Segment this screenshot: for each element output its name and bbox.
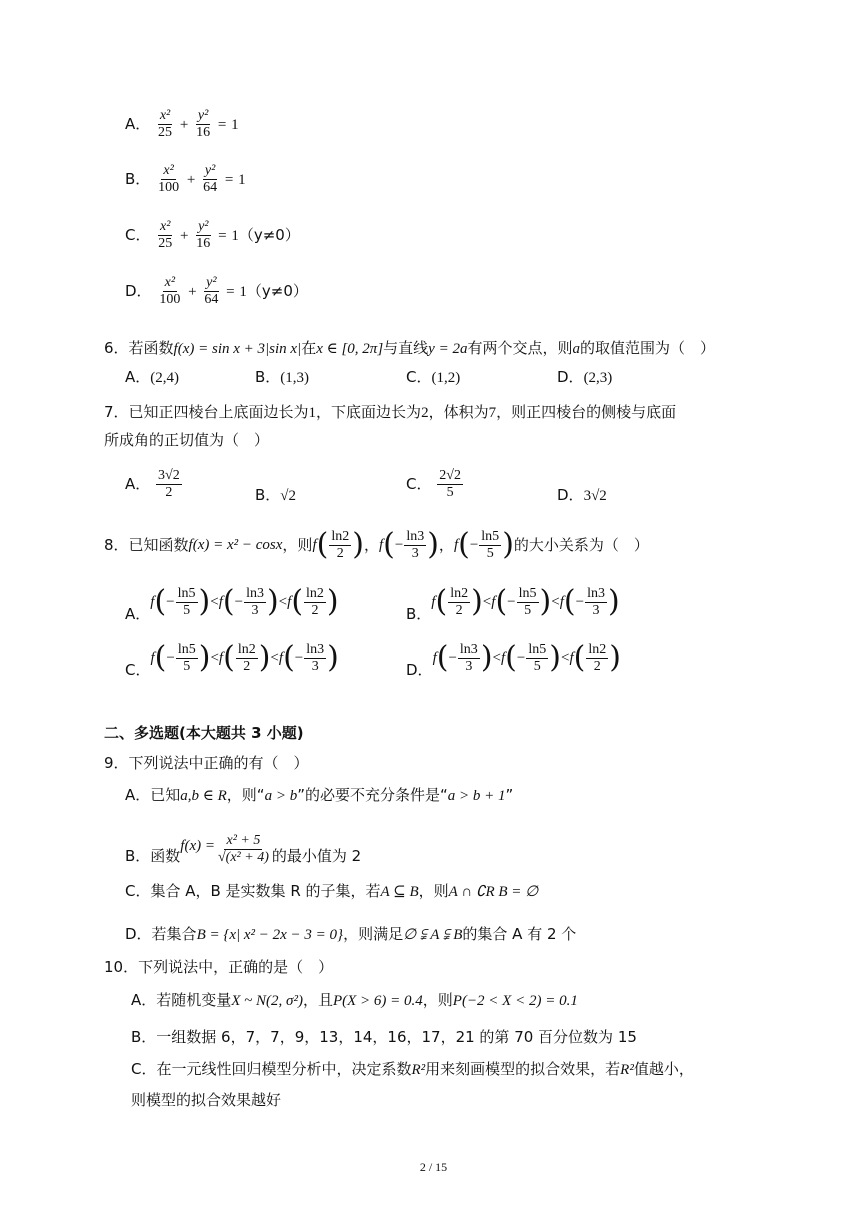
denominator: 5 — [183, 602, 191, 618]
q7-option-c: C． $\frac{2√2}{5}$ — [406, 468, 461, 500]
q7-option-d: D．3√2 — [557, 486, 607, 504]
sign: − — [294, 650, 304, 666]
section-heading: 二、多选题(本大题共 3 小题) — [104, 724, 304, 742]
paren: ) — [539, 584, 552, 619]
fraction — [176, 586, 198, 619]
fraction — [176, 642, 198, 675]
function-symbol: f — [491, 594, 496, 610]
numerator: ln2 — [237, 641, 256, 657]
paren: ) — [549, 640, 561, 675]
paren: ) — [266, 584, 279, 619]
function-symbol: f — [432, 650, 437, 666]
numerator: ln3 — [459, 641, 478, 657]
q6-option-b: B．(1,3) — [255, 368, 310, 386]
q10-option-c-line1: C．在一元线性回归模型分析中，决定系数R²用来刻画模型的拟合效果，若R²值越小， — [131, 1060, 694, 1078]
paren: ( — [283, 640, 295, 675]
function-symbol: f — [569, 650, 574, 666]
q8-option-d — [406, 636, 621, 680]
paren: ( — [563, 584, 576, 619]
denominator: 5 — [524, 602, 532, 618]
q7-option-a: A． $\frac{3√2}{2}$ — [125, 468, 180, 500]
paren: ( — [435, 584, 448, 619]
paren: ( — [154, 640, 167, 675]
less-than-sign: < — [560, 650, 570, 666]
q7-option-b: B．√2 — [255, 486, 297, 504]
less-than-sign: < — [482, 594, 492, 610]
paren: ) — [326, 584, 339, 619]
paren: ) — [198, 640, 211, 675]
option-label: B． — [406, 605, 432, 623]
numerator: ln3 — [246, 585, 264, 601]
option-label: D． — [406, 661, 433, 679]
q9-stem: 9．下列说法中正确的有（ ） — [104, 754, 309, 772]
fraction — [585, 586, 607, 619]
q10-option-a: A．若随机变量X ~ N(2, σ²)，且P(X > 6) = 0.4，则P(−2 < X < 2) = 0.1 — [131, 991, 578, 1009]
numerator: ln5 — [177, 641, 196, 657]
less-than-sign: < — [210, 650, 219, 666]
paren: ( — [222, 584, 235, 619]
q9-option-c: C．集合 A，B 是实数集 R 的子集，若A ⊆ B，则A ∩ ∁R B = ∅ — [125, 882, 539, 900]
denominator: 2 — [593, 658, 601, 674]
less-than-sign: < — [551, 594, 560, 610]
paren: ) — [609, 640, 621, 675]
denominator: 5 — [533, 658, 541, 674]
less-than-sign: < — [210, 594, 219, 610]
function-symbol: f — [278, 650, 284, 666]
q6-option-a: A．(2,4) — [125, 368, 180, 386]
q8-stem: 8．已知函数 f(x) = x² − cosx ，则 f ( $\frac{\ln 2}{2}$ ) ， f ( − $\frac{\ln 3}{3}$ ) ， f ( − $\frac{\ln 5}{5}$ ) 的大小关系为（ ） — [104, 527, 649, 562]
function-symbol: f — [150, 594, 155, 610]
paren: ( — [505, 640, 517, 675]
denominator: 2 — [455, 602, 463, 618]
denominator: 5 — [183, 658, 191, 674]
paren: ( — [573, 640, 586, 675]
paren: ) — [480, 640, 493, 675]
less-than-sign: < — [270, 650, 279, 666]
function-symbol: f — [431, 594, 436, 610]
fraction — [526, 642, 548, 675]
numerator: ln5 — [528, 641, 547, 657]
sign: − — [234, 594, 244, 610]
q7-stem-line2: 所成角的正切值为（ ） — [104, 431, 270, 449]
q7-stem-line1: 7．已知正四棱台上底面边长为1，下底面边长为2，体积为7，则正四棱台的侧棱与底面 — [104, 403, 677, 421]
fraction — [304, 642, 326, 675]
fraction — [458, 642, 480, 675]
denominator: 2 — [311, 602, 319, 618]
function-symbol: f — [559, 594, 564, 610]
fraction — [304, 586, 326, 619]
paren: ) — [607, 584, 620, 619]
q5-option-b: B． $\frac{\text{x²}}{100}$ + $\frac{\text{y²}}{64}$ = 1 — [125, 163, 246, 195]
denominator: 3 — [465, 658, 473, 674]
paren: ( — [223, 640, 235, 675]
fraction — [586, 642, 608, 675]
sign: − — [575, 594, 585, 610]
q10-option-b: B．一组数据 6，7，7，9，13，14，16，17，21 的第 70 百分位数为 15 — [131, 1028, 637, 1046]
denominator: 3 — [592, 602, 600, 618]
numerator: ln5 — [518, 585, 537, 601]
numerator: ln3 — [306, 641, 325, 657]
q10-option-c-line2: 则模型的拟合效果越好 — [131, 1091, 282, 1109]
numerator: ln2 — [450, 585, 469, 601]
q8-option-b — [406, 580, 620, 624]
q6-option-d: D．(2,3) — [557, 368, 613, 386]
q5-option-c: C． $\frac{\text{x²}}{25}$ + $\frac{\text{y²}}{16}$ = 1（y≠0） — [125, 219, 300, 251]
q5-option-a: A． $\frac{\text{x²}}{25}$ + $\frac{\text{y²}}{16}$ = 1 — [125, 108, 239, 140]
numerator: ln2 — [588, 641, 607, 657]
numerator: ln3 — [587, 585, 605, 601]
denominator: 3 — [251, 602, 259, 618]
fraction — [244, 586, 266, 619]
page-number: 2 / 15 — [419, 1160, 448, 1174]
option-label: C． — [125, 661, 151, 679]
fraction — [236, 642, 258, 675]
sign: − — [507, 594, 516, 610]
function-symbol: f — [150, 650, 155, 666]
fraction — [448, 586, 470, 619]
less-than-sign: < — [492, 650, 501, 666]
q9-option-a: A．已知a,b ∈ R，则“a > b”的必要不充分条件是“a > b + 1” — [125, 786, 514, 804]
paren: ) — [198, 584, 211, 619]
function-symbol: f — [501, 650, 506, 666]
q5-option-d: D． $\frac{\text{x²}}{100}$ + $\frac{\text{y²}}{64}$ = 1（y≠0） — [125, 275, 308, 307]
q9-option-d: D．若集合B = {x| x² − 2x − 3 = 0}，则满足∅ ⫋ A ⫋ B的集合 A 有 2 个 — [125, 925, 577, 943]
paren: ( — [154, 584, 167, 619]
fraction — [517, 586, 539, 619]
function-symbol: f — [218, 594, 223, 610]
sign: − — [448, 650, 457, 666]
paren: ) — [327, 640, 339, 675]
q9-option-b: B．函数 f(x) = $\frac{\text{x² + 5}}{\text{√(x² + 4)}}$ 的最小值为 2 — [125, 833, 362, 865]
q6-stem: 6．若函数f(x) = sin x + 3|sin x|在x ∈ [0, 2π]与直线y = 2a有两个交点，则a的取值范围为（ ） — [104, 339, 715, 357]
paren: ) — [258, 640, 271, 675]
sign: − — [166, 650, 175, 666]
q8-option-c — [125, 636, 339, 680]
sign: − — [516, 650, 526, 666]
q8-option-a — [125, 580, 339, 624]
q6-option-c: C．(1,2) — [406, 368, 461, 386]
denominator: 3 — [311, 658, 319, 674]
paren: ( — [495, 584, 508, 619]
numerator: ln5 — [177, 585, 196, 601]
less-than-sign: < — [278, 594, 288, 610]
paren: ( — [291, 584, 304, 619]
sign: − — [166, 594, 175, 610]
function-symbol: f — [287, 594, 292, 610]
paren: ) — [471, 584, 483, 619]
numerator: ln2 — [306, 585, 324, 601]
function-symbol: f — [218, 650, 224, 666]
paren: ( — [436, 640, 449, 675]
q10-stem: 10．下列说法中，正确的是（ ） — [104, 958, 334, 976]
denominator: 2 — [243, 658, 251, 674]
option-label: A． — [125, 605, 151, 623]
